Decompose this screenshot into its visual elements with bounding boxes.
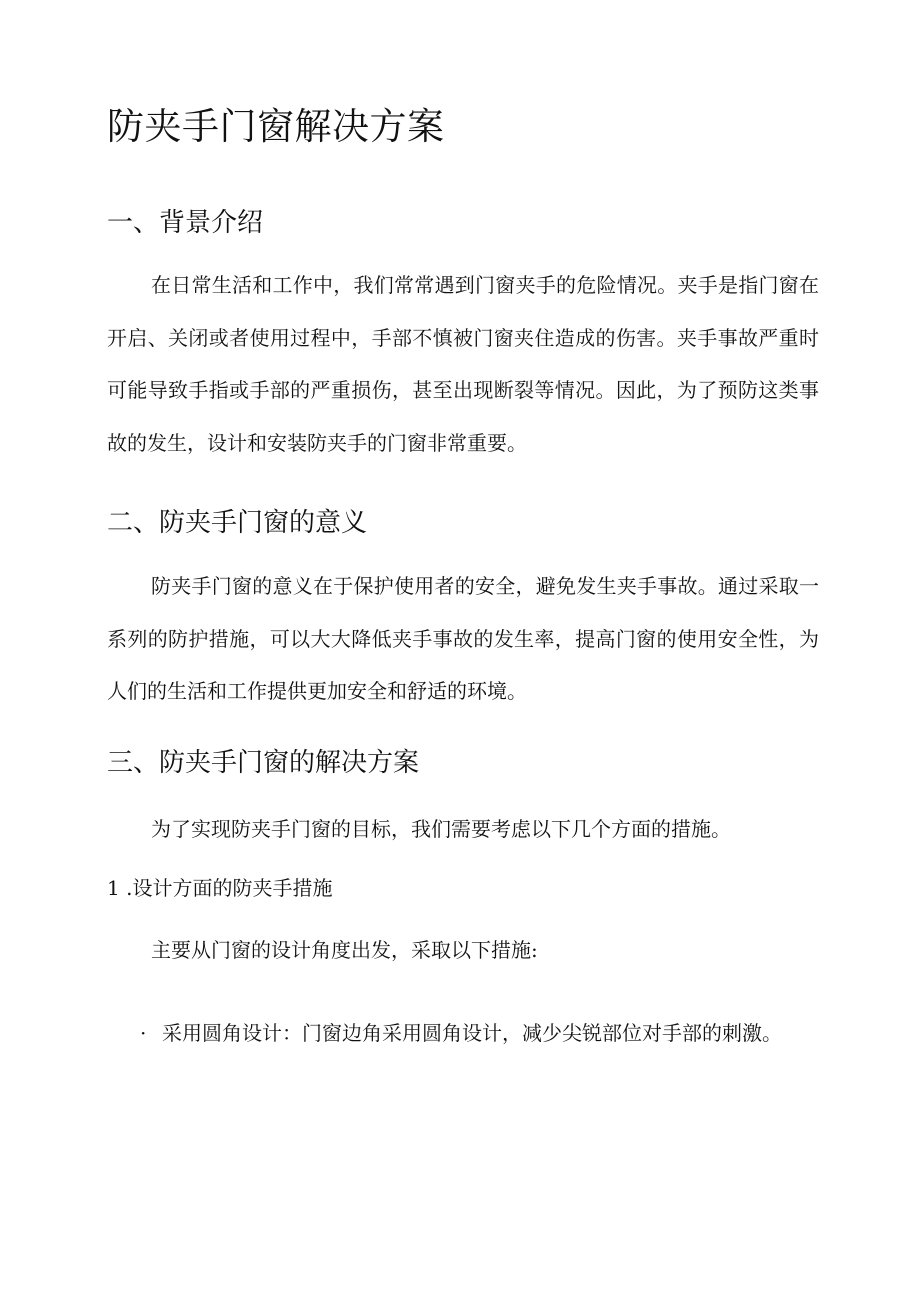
design-intro-text: 主要从门窗的设计角度出发，采取以下措施: [151,938,538,962]
section-heading-solution: 三、防夹手门窗的解决方案 [107,748,420,778]
subsection-heading-design: 1 .设计方面的防夹手措施 [107,876,333,900]
bullet-item-rounded-corners: 采用圆角设计：门窗边角采用圆角设计，减少尖锐部位对手部的刺激。 [162,1021,782,1045]
solution-intro-text: 为了实现防夹手门窗的目标，我们需要考虑以下几个方面的措施。 [151,817,731,841]
section-heading-significance: 二、防夹手门窗的意义 [107,508,368,538]
paragraph-significance: 防夹手门窗的意义在于保护使用者的安全，避免发生夹手事故。通过采取一系列的防护措施，可以大大降低夹手事故的发生率，提高门窗的使用安全性，为人们的生活和工作提供更加安全和舒适的环境。 [107,574,819,703]
section-heading-background: 一、背景介绍 [107,208,264,238]
paragraph-background: 在日常生活和工作中，我们常常遇到门窗夹手的危险情况。夹手是指门窗在开启、关闭或者使用过程中，手部不慎被门窗夹住造成的伤害。夹手事故严重时可能导致手指或手部的严重损伤，甚至出现断裂等情况。因此，为了预防这类事故的发生，设计和安装防夹手的门窗非常重要。 [107,273,819,455]
bullet-dot-icon: · [140,1021,147,1045]
document-title: 防夹手门窗解决方案 [107,105,445,148]
